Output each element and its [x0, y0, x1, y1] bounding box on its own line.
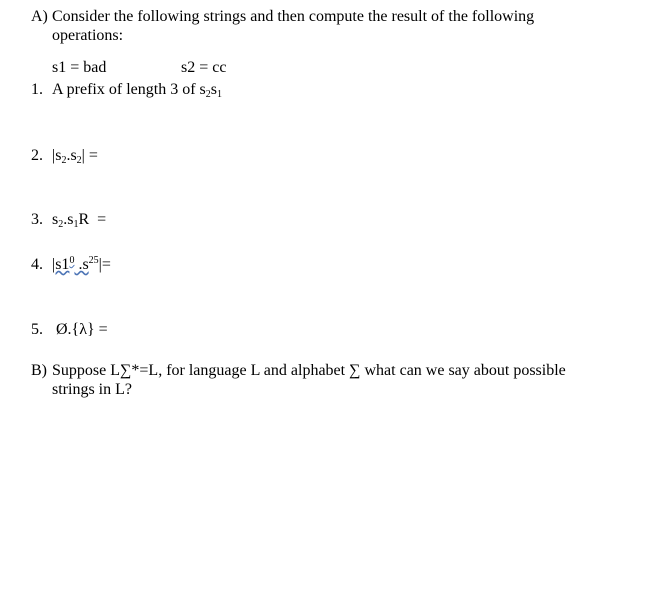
question-text: |s1	[52, 256, 70, 273]
question-number: 1.	[31, 81, 43, 98]
question-text: .s	[74, 256, 89, 273]
part-b-label: B)	[31, 362, 47, 379]
s2-definition: s2 = cc	[181, 59, 227, 76]
question-text: R =	[78, 211, 107, 228]
question-number: 5.	[31, 321, 43, 338]
question-number: 2.	[31, 147, 43, 164]
part-b-line2: strings in L?	[52, 381, 132, 398]
question-text: .s	[66, 147, 77, 164]
part-b-line1: Suppose L∑*=L, for language L and alphabet ∑ what can we say about possible	[52, 362, 566, 379]
superscript: 0	[69, 255, 75, 266]
question-text: s	[210, 81, 217, 98]
question-text: A prefix of length 3 of s	[52, 81, 206, 98]
subscript: 1	[73, 219, 79, 230]
s1-definition: s1 = bad	[52, 59, 107, 76]
subscript: 1	[216, 89, 222, 100]
question-text: | =	[81, 147, 98, 164]
question-text: |=	[98, 256, 111, 273]
subscript: 2	[61, 155, 67, 166]
question-text: |s	[52, 147, 62, 164]
part-a-intro-line1: Consider the following strings and then compute the result of the following	[52, 8, 535, 25]
question-text: s	[52, 211, 59, 228]
question-2	[31, 146, 98, 165]
question-5	[31, 320, 108, 339]
subscript: 2	[76, 155, 82, 166]
question-text: Ø.{λ} =	[56, 321, 108, 338]
question-4	[31, 255, 111, 274]
question-1	[31, 80, 222, 99]
question-number: 4.	[31, 256, 43, 273]
question-number: 3.	[31, 211, 43, 228]
subscript: 2	[205, 89, 211, 100]
part-a-intro-line2: operations:	[52, 27, 124, 44]
question-text: .s	[63, 211, 74, 228]
part-a-label: A)	[31, 8, 48, 25]
subscript: 2	[58, 219, 64, 230]
question-3	[31, 210, 106, 229]
superscript: 25	[88, 255, 99, 266]
